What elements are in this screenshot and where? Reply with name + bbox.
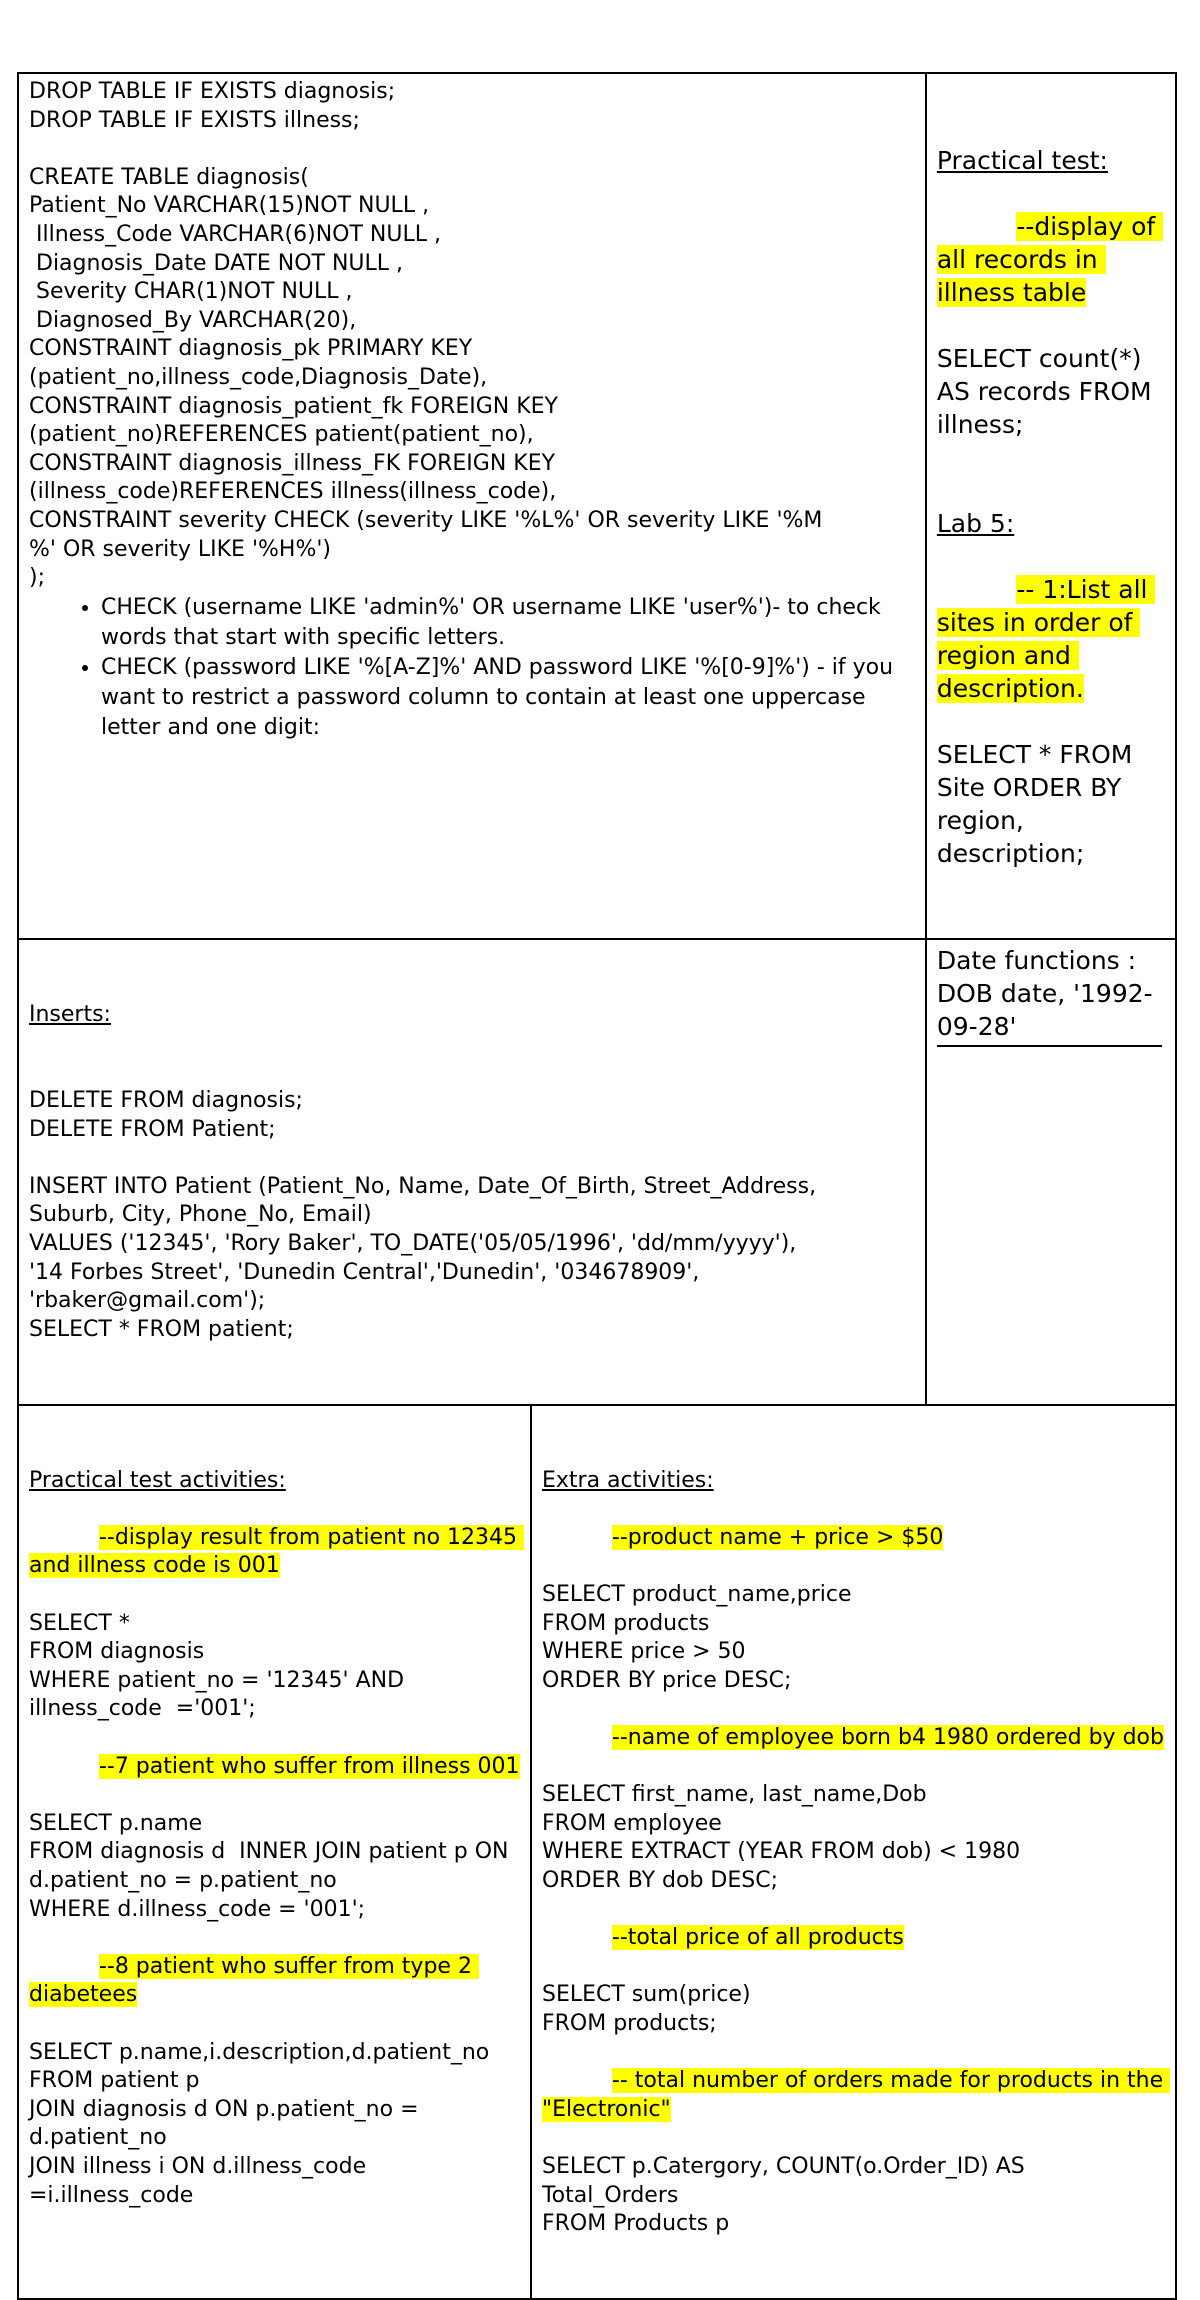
lab5-heading: Lab 5: [936, 509, 1015, 538]
query-line: SELECT first_name, last_name,Dob [541, 1782, 927, 1808]
activity-comment-2: --7 patient who suffer from illness 001 [98, 1753, 520, 1779]
code-line: CONSTRAINT severity CHECK (severity LIKE '%L%' OR severity LIKE '%M [29, 507, 823, 533]
code-line: Suburb, City, Phone_No, Email) [29, 1202, 372, 1228]
code-line: (patient_no)REFERENCES patient(patient_no), [29, 422, 534, 448]
inserts-heading: Inserts: [29, 1002, 111, 1028]
query-line: FROM products; [541, 2010, 717, 2036]
code-line: 'rbaker@gmail.com'); [29, 1288, 266, 1314]
query-line: SELECT p.name,i.description,d.patient_no [29, 2039, 490, 2065]
extra-query-3 [542, 1981, 1165, 2038]
practical-test-comment: --display of all records in illness table [936, 212, 1164, 307]
activity-comment-3: --8 patient who suffer from type 2 diabetees [29, 1953, 479, 2008]
query-line: WHERE price > 50 [541, 1639, 746, 1665]
extra-activities-cell [531, 1405, 1176, 2299]
code-line: DELETE FROM diagnosis; [29, 1087, 303, 1113]
extra-comment-3: --total price of all products [611, 1925, 904, 1951]
code-line: SELECT * FROM patient; [29, 1316, 294, 1342]
code-line: %' OR severity LIKE '%H%') [29, 536, 331, 562]
query-line: JOIN illness i ON d.illness_code [29, 2153, 367, 2179]
query-line: illness_code ='001'; [29, 1696, 256, 1722]
query-line: ORDER BY price DESC; [541, 1667, 792, 1693]
notes-table [17, 72, 1177, 2300]
query-line: SELECT p.name [29, 1810, 203, 1836]
bullet-username-check: • CHECK (username LIKE 'admin%' OR username LIKE 'user%')- to check words that start with specific letters. [101, 593, 915, 653]
extra-query-4 [542, 2153, 1165, 2239]
query-line: Total_Orders [541, 2182, 679, 2208]
query-line: d.patient_no [29, 2125, 167, 2151]
extra-query-1 [542, 1581, 1165, 1695]
code-line: Diagnosis_Date DATE NOT NULL , [29, 250, 404, 276]
query-line: FROM diagnosis d INNER JOIN patient p ON [29, 1839, 509, 1865]
query-line: JOIN diagnosis d ON p.patient_no = [29, 2096, 419, 2122]
query-line: d.patient_no = p.patient_no [29, 1868, 337, 1893]
code-line: VALUES ('12345', 'Rory Baker', TO_DATE('05/05/1996', 'dd/mm/yyyy'), [29, 1230, 797, 1256]
code-line: CONSTRAINT diagnosis_illness_FK FOREIGN KEY [29, 450, 556, 476]
query-line: WHERE patient_no = '12345' AND [29, 1667, 405, 1693]
code-line: ); [29, 565, 45, 591]
divider-rule [937, 1045, 1162, 1047]
practical-activities-cell [18, 1405, 531, 2299]
extra-comment-2: --name of employee born b4 1980 ordered by dob [611, 1725, 1164, 1751]
query-line: WHERE EXTRACT (YEAR FROM dob) < 1980 [541, 1839, 1021, 1865]
activity-comment-1: --display result from patient no 12345 and illness code is 001 [29, 1524, 525, 1579]
query-line: SELECT * [29, 1610, 130, 1636]
extra-activities-heading: Extra activities: [541, 1467, 714, 1493]
query-line: FROM patient p [29, 2068, 200, 2094]
code-line: DELETE FROM Patient; [29, 1116, 276, 1142]
code-line: (patient_no,illness_code,Diagnosis_Date), [29, 364, 488, 390]
query-line: =i.illness_code [29, 2182, 194, 2208]
code-line [29, 1144, 915, 1173]
code-line [29, 135, 915, 164]
query-line: FROM products [541, 1610, 710, 1636]
query-line: FROM Products p [541, 2211, 730, 2237]
code-line: Patient_No VARCHAR(15)NOT NULL , [29, 193, 430, 219]
query-line: WHERE d.illness_code = '001'; [29, 1896, 366, 1922]
lab5-comment: -- 1:List all sites in order of region and description. [936, 575, 1156, 703]
code-line: CONSTRAINT diagnosis_patient_fk FOREIGN KEY [29, 393, 558, 419]
query-line: FROM employee [541, 1810, 722, 1836]
activity-query-2 [29, 1810, 520, 1924]
practical-activities-heading: Practical test activities: [29, 1467, 286, 1493]
query-line: FROM diagnosis [29, 1639, 205, 1665]
document-page [17, 72, 1177, 2300]
lab5-query: SELECT * FROM Site ORDER BY region, description; [936, 740, 1141, 868]
extra-query-2 [542, 1781, 1165, 1895]
create-table-cell [18, 73, 926, 939]
query-line: SELECT sum(price) [541, 1982, 751, 2008]
query-line: ORDER BY dob DESC; [541, 1868, 778, 1893]
activity-query-1 [29, 1610, 520, 1724]
code-line: INSERT INTO Patient (Patient_No, Name, Date_Of_Birth, Street_Address, [29, 1173, 817, 1199]
check-constraint-notes [29, 593, 915, 743]
code-line: DROP TABLE IF EXISTS illness; [29, 107, 360, 133]
extra-comment-4: -- total number of orders made for products in the "Electronic" [541, 2068, 1171, 2122]
practical-test-heading: Practical test: [936, 146, 1108, 175]
practical-test-query: SELECT count(*) AS records FROM illness; [936, 344, 1160, 439]
code-line: DROP TABLE IF EXISTS diagnosis; [29, 79, 396, 104]
query-line: SELECT p.Catergory, COUNT(o.Order_ID) AS [541, 2153, 1025, 2179]
inserts-code [29, 1087, 915, 1344]
code-line: CREATE TABLE diagnosis( [29, 164, 309, 190]
code-line: Severity CHAR(1)NOT NULL , [29, 279, 353, 305]
create-table-code [29, 78, 915, 593]
code-line: Illness_Code VARCHAR(6)NOT NULL , [29, 221, 441, 247]
inserts-cell [18, 939, 926, 1405]
date-functions-text: Date functions : DOB date, '1992-09-28' [936, 946, 1153, 1041]
practical-test-cell [926, 73, 1176, 939]
code-line: (illness_code)REFERENCES illness(illness_code), [29, 479, 557, 505]
bullet-password-check: • CHECK (password LIKE '%[A-Z]%' AND password LIKE '%[0-9]%') - if you want to restrict a password column to contain at least one uppercase letter and one digit: [101, 653, 915, 743]
code-line: Diagnosed_By VARCHAR(20), [29, 307, 357, 333]
code-line: CONSTRAINT diagnosis_pk PRIMARY KEY [29, 336, 473, 362]
code-line: '14 Forbes Street', 'Dunedin Central','Dunedin', '034678909', [29, 1259, 700, 1285]
extra-comment-1: --product name + price > $50 [611, 1524, 944, 1550]
activity-query-3 [29, 2039, 520, 2211]
date-functions-cell [926, 939, 1176, 1405]
query-line: SELECT product_name,price [541, 1582, 852, 1608]
